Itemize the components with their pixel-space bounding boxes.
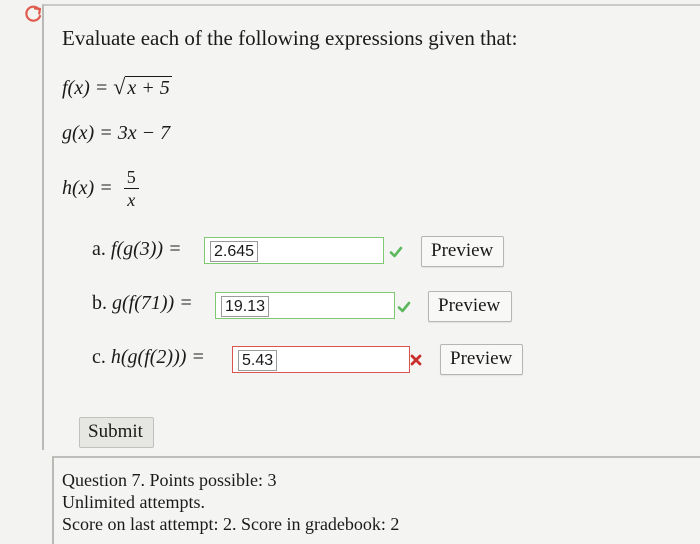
definition-h [62, 166, 139, 211]
question-points-text: Question 7. Points possible: 3 [62, 470, 277, 490]
definition-g [62, 122, 170, 145]
part-a-answer-field[interactable] [204, 237, 384, 264]
question-prompt: Evaluate each of the following expressions given that: [62, 26, 518, 50]
part-b-label [92, 292, 193, 315]
part-c-label [92, 346, 205, 369]
part-a-answer-value: 2.645 [210, 241, 258, 262]
question-info-panel [52, 456, 700, 544]
submit-button[interactable]: Submit [79, 417, 154, 448]
part-a-letter: a. [92, 238, 106, 260]
radical-sign: √ [113, 74, 126, 99]
x-mark-icon [410, 354, 422, 366]
part-a-label [92, 238, 182, 261]
part-c-letter: c. [92, 346, 106, 368]
score-text: Score on last attempt: 2. Score in gradebook: 2 [62, 514, 400, 534]
part-b-expression: g(f(71)) = [112, 292, 193, 314]
definition-f-radicand: x + 5 [127, 77, 170, 99]
part-b-answer-field[interactable] [215, 292, 395, 319]
definition-f-lhs: f(x) = [62, 77, 109, 99]
part-a-expression: f(g(3)) = [110, 238, 182, 260]
part-b-answer-value: 19.13 [221, 296, 269, 317]
part-c-preview-button[interactable]: Preview [440, 344, 523, 375]
fraction [124, 166, 139, 211]
definition-f [62, 74, 172, 100]
square-root [113, 74, 171, 100]
definition-g-rhs: 3x − 7 [117, 122, 171, 144]
reload-icon[interactable] [24, 4, 44, 24]
checkmark-icon [389, 245, 403, 259]
definition-h-lhs: h(x) = [62, 177, 113, 199]
definition-g-lhs: g(x) = [62, 122, 113, 144]
fraction-numerator: 5 [124, 166, 139, 189]
part-b-preview-button[interactable]: Preview [428, 291, 512, 322]
part-c-expression: h(g(f(2))) = [110, 346, 205, 368]
checkmark-icon [397, 300, 411, 314]
part-b-letter: b. [92, 292, 107, 314]
question-panel [42, 4, 700, 450]
part-a-preview-button[interactable]: Preview [421, 236, 504, 267]
part-c-answer-value: 5.43 [238, 350, 277, 371]
fraction-denominator: x [127, 190, 136, 210]
attempts-text: Unlimited attempts. [62, 492, 205, 512]
part-c-answer-field[interactable] [232, 346, 410, 373]
